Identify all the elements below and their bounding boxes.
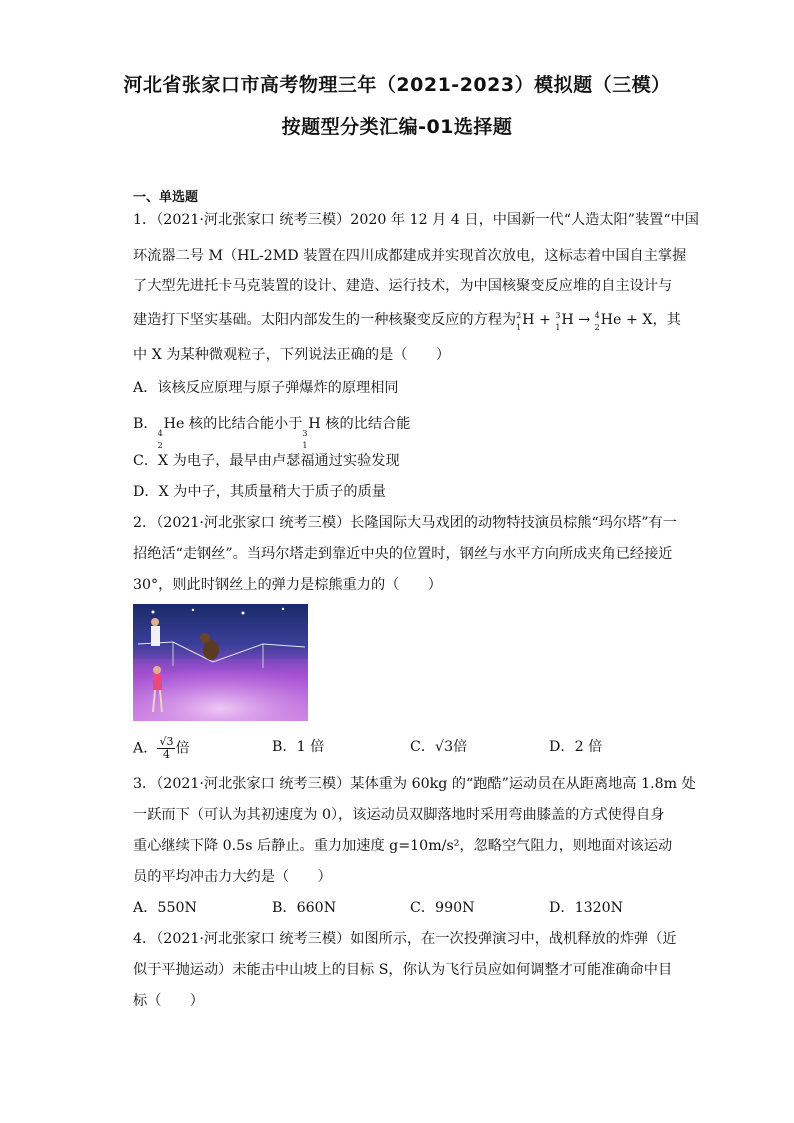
q4-line1: 4．（2021·河北张家口 统考三模）如图所示，在一次投弹演习中，战机释放的炸弹（近	[133, 931, 677, 947]
q3-option-d: D．1320N	[549, 900, 624, 916]
q1-line2: 环流器二号 M（HL-2MD 装置在四川成都建成并实现首次放电，这标志着中国自主掌握	[133, 248, 687, 264]
circus-bear-tightrope-photo	[133, 604, 308, 721]
q1-option-d: D．X 为中子，其质量稍大于质子的质量	[133, 484, 386, 500]
q3-line2: 一跃而下（可认为其初速度为 0），该运动员双脚落地时采用弯曲膝盖的方式使得自身	[133, 807, 665, 823]
q2-line3: 30°，则此时钢丝上的弹力是棕熊重力的（ ）	[133, 577, 442, 593]
q3-line3: 重心继续下降 0.5s 后静止。重力加速度 g=10m/s²，忽略空气阻力，则地面对该运动	[133, 838, 673, 854]
q1-line4-text: 建造打下坚实基础。太阳内部发生的一种核聚变反应的方程为	[133, 312, 517, 328]
q2-line1: 2．（2021·河北张家口 统考三模）长隆国际大马戏团的动物特技演员棕熊“玛尔塔”有一	[133, 515, 677, 531]
q3-option-c: C．990N	[410, 900, 475, 916]
q1-line1: 1．（2021·河北张家口 统考三模）2020 年 12 月 4 日，中国新一代“人造太阳”装置“中国	[133, 212, 699, 228]
document-title-line1: 河北省张家口市高考物理三年（2021-2023）模拟题（三模）	[123, 74, 671, 96]
q2-line2: 招绝活“走钢丝”。当玛尔塔走到靠近中央的位置时，钢丝与水平方向所成夹角已经接近	[133, 546, 673, 562]
fusion-equation: 2 1 H + 3 1 H → 4 2 He + X	[516, 311, 653, 332]
q1-line4	[133, 310, 681, 332]
section-heading: 一、单选题	[133, 190, 199, 205]
q4-line3: 标（ ）	[133, 993, 204, 1009]
q1-line3: 了大型先进托卡马克装置的设计、建造、运行技术，为中国核聚变反应堆的自主设计与	[133, 278, 673, 294]
fraction-sqrt3-over-4: $\frac{√3}{4}$	[159, 735, 174, 761]
q3-option-a: A．550N	[133, 900, 197, 916]
q1-line4-end: ，其	[652, 312, 681, 328]
q3-line4: 员的平均冲击力大约是（ ）	[133, 869, 332, 885]
photo-illustration	[133, 604, 308, 721]
q2-option-d: D．2 倍	[549, 739, 603, 755]
q2-option-c: C．√3倍	[410, 739, 468, 755]
q1-option-c: C．X 为电子，最早由卢瑟福通过实验发现	[133, 453, 400, 469]
q4-line2: 似于平抛运动）未能击中山坡上的目标 S，你认为飞行员应如何调整才可能准确命中目	[133, 962, 673, 978]
document-title-line2: 按题型分类汇编-01选择题	[281, 116, 513, 138]
q3-option-b: B．660N	[272, 900, 337, 916]
q1-option-a: A．该核反应原理与原子弹爆炸的原理相同	[133, 380, 399, 396]
q2-option-a: A． $\frac{√3}{4}$ 倍	[133, 735, 190, 761]
q3-line1: 3．（2021·河北张家口 统考三模）某体重为 60kg 的“跑酷”运动员在从距离地高 1.8m 处	[133, 776, 696, 792]
q1-option-b: B． 4 2 He 核的比结合能小于 3 1 H 核的比结合能	[133, 416, 411, 450]
q1-line5: 中 X 为某种微观粒子，下列说法正确的是（ ）	[133, 347, 451, 363]
q2-option-b: B．1 倍	[272, 739, 325, 755]
